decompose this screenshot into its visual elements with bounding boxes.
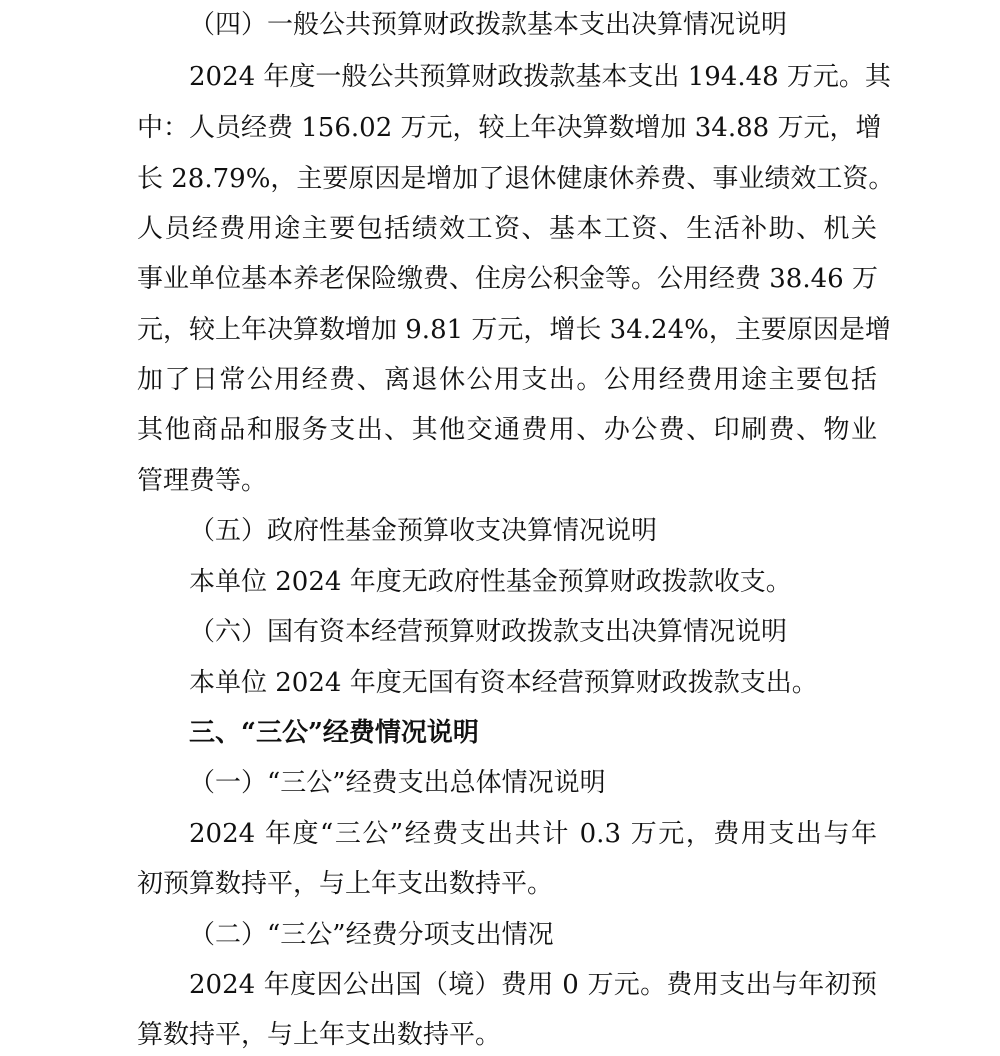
paragraph-line: 加了日常公用经费、离退休公用支出。公用经费用途主要包括 (137, 365, 877, 395)
paragraph-line: 算数持平，与上年支出数持平。 (137, 1020, 502, 1050)
section-heading-4: （四）一般公共预算财政拨款基本支出决算情况说明 (189, 10, 788, 40)
chapter-heading-3: 三、“三公”经费情况说明 (189, 718, 479, 748)
section-heading-sub1: （一）“三公”经费支出总体情况说明 (189, 768, 606, 798)
paragraph-line: 2024 年度“三公”经费支出共计 0.3 万元，费用支出与年 (189, 819, 877, 849)
paragraph-line: 元，较上年决算数增加 9.81 万元，增长 34.24%，主要原因是增 (137, 315, 891, 345)
section-heading-5: （五）政府性基金预算收支决算情况说明 (189, 516, 658, 546)
paragraph-line: 长 28.79%，主要原因是增加了退休健康休养费、事业绩效工资。 (137, 164, 895, 194)
paragraph-line: 初预算数持平，与上年支出数持平。 (137, 869, 554, 899)
paragraph-line: 2024 年度因公出国（境）费用 0 万元。费用支出与年初预 (189, 970, 877, 1000)
paragraph-line: 其他商品和服务支出、其他交通费用、办公费、印刷费、物业 (137, 415, 877, 445)
paragraph-line: 2024 年度一般公共预算财政拨款基本支出 194.48 万元。其 (189, 62, 891, 92)
paragraph-line: 管理费等。 (137, 466, 268, 496)
paragraph-line: 本单位 2024 年度无政府性基金预算财政拨款收支。 (189, 567, 792, 597)
paragraph-line: 事业单位基本养老保险缴费、住房公积金等。公用经费 38.46 万 (137, 264, 878, 294)
section-heading-6: （六）国有资本经营预算财政拨款支出决算情况说明 (189, 617, 788, 647)
paragraph-line: 中：人员经费 156.02 万元，较上年决算数增加 34.88 万元，增 (137, 113, 882, 143)
paragraph-line: 人员经费用途主要包括绩效工资、基本工资、生活补助、机关 (137, 214, 877, 244)
section-heading-sub2: （二）“三公”经费分项支出情况 (189, 920, 554, 950)
paragraph-line: 本单位 2024 年度无国有资本经营预算财政拨款支出。 (189, 668, 818, 698)
